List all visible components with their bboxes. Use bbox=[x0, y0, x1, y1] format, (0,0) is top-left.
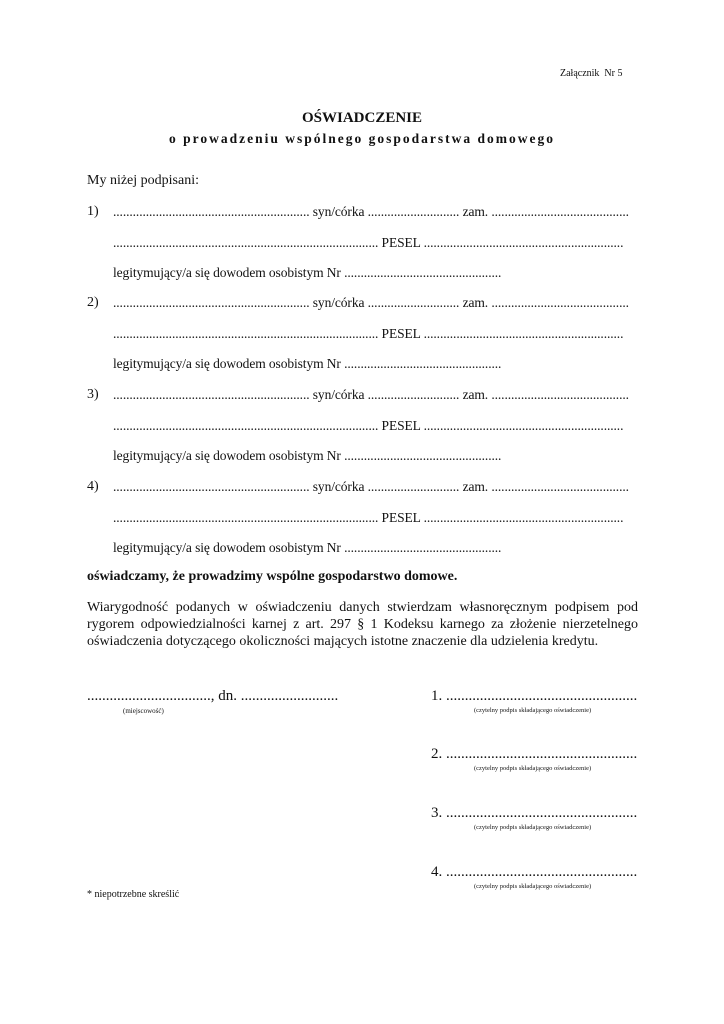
person-4-id-line[interactable]: legitymujący/a się dowodem osobistym Nr ................................................ bbox=[113, 540, 502, 555]
person-4-number: 4) bbox=[87, 479, 99, 494]
person-3-id-line[interactable]: legitymujący/a się dowodem osobistym Nr ................................................ bbox=[113, 448, 502, 463]
footnote: * niepotrzebne skreślić bbox=[87, 889, 180, 900]
person-2-id-line[interactable]: legitymujący/a się dowodem osobistym Nr ................................................ bbox=[113, 356, 502, 371]
signature-3-caption: (czytelny podpis składającego oświadczenie) bbox=[474, 824, 592, 831]
person-1-number: 1) bbox=[87, 204, 99, 219]
place-date-line[interactable]: ................................., dn. .......................... bbox=[87, 688, 339, 704]
person-2-pesel-line[interactable]: ................................................................................. PESEL ............................................................. bbox=[113, 326, 624, 341]
intro-text: My niżej podpisani: bbox=[87, 173, 199, 188]
person-1-id-line[interactable]: legitymujący/a się dowodem osobistym Nr ................................................ bbox=[113, 265, 502, 280]
signature-1-line[interactable]: 1. ................................................... bbox=[431, 688, 638, 704]
signature-4-caption: (czytelny podpis składającego oświadczenie) bbox=[474, 883, 592, 890]
person-2-number: 2) bbox=[87, 295, 99, 310]
person-1-pesel-line[interactable]: ................................................................................. PESEL ............................................................. bbox=[113, 235, 624, 250]
person-1-name-line[interactable]: ............................................................ syn/córka ............................ zam. .......................................... bbox=[113, 204, 629, 219]
person-3-pesel-line[interactable]: ................................................................................. PESEL ............................................................. bbox=[113, 418, 624, 433]
person-2-name-line[interactable]: ............................................................ syn/córka ............................ zam. .......................................... bbox=[113, 295, 629, 310]
signature-2-caption: (czytelny podpis składającego oświadczenie) bbox=[474, 765, 592, 772]
person-3-number: 3) bbox=[87, 387, 99, 402]
signature-3-line[interactable]: 3. ................................................... bbox=[431, 805, 638, 821]
person-4-pesel-line[interactable]: ................................................................................. PESEL ............................................................. bbox=[113, 510, 624, 525]
signature-4-line[interactable]: 4. ................................................... bbox=[431, 864, 638, 880]
annex-label: Załącznik Nr 5 bbox=[560, 68, 623, 79]
liability-paragraph: Wiarygodność podanych w oświadczeniu danych stwierdzam własnoręcznym podpisem pod rygorem odpowiedzialności karnej z art. 297 § 1 Kodeksu karnego za złożenie nierzetelnego oświadczenia dotyczącego okoliczności mających istotne znaczenie dla udzielenia kredytu. bbox=[87, 600, 638, 649]
signature-2-line[interactable]: 2. ................................................... bbox=[431, 746, 638, 762]
person-4-name-line[interactable]: ............................................................ syn/córka ............................ zam. .......................................... bbox=[113, 479, 629, 494]
signature-1-caption: (czytelny podpis składającego oświadczenie) bbox=[474, 707, 592, 714]
declaration-text: oświadczamy, że prowadzimy wspólne gospodarstwo domowe. bbox=[87, 569, 458, 584]
place-caption: (miejscowość) bbox=[123, 707, 164, 715]
document-title: OŚWIADCZENIE bbox=[301, 110, 423, 126]
person-3-name-line[interactable]: ............................................................ syn/córka ............................ zam. .......................................... bbox=[113, 387, 629, 402]
document-subtitle: o prowadzeniu wspólnego gospodarstwa domowego bbox=[168, 131, 556, 146]
